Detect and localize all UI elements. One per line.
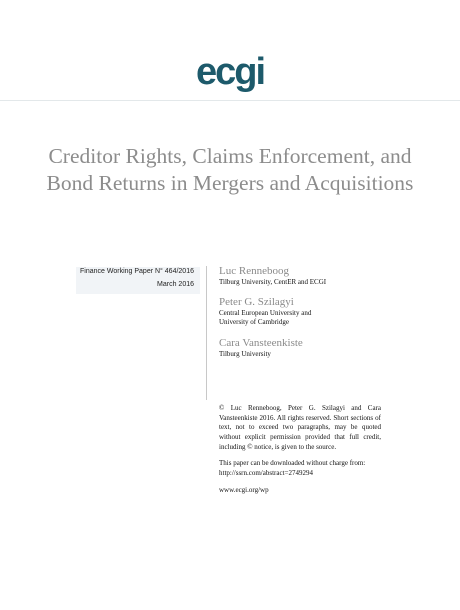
ecgi-logo [190, 50, 270, 102]
header-divider [0, 100, 460, 101]
author-affiliation: Tilburg University, CentER and ECGI [219, 278, 327, 286]
author-affiliation: Tilburg University [219, 350, 271, 358]
ssrn-link[interactable]: http://ssrn.com/abstract=2749294 [219, 468, 313, 477]
paper-title: Creditor Rights, Claims Enforcement, and Bond Returns in Mergers and Acquisitions [46, 144, 414, 195]
author-affiliation: Central European University and [219, 309, 312, 317]
author-name: Luc Renneboog [219, 265, 289, 277]
download-note [219, 459, 399, 478]
author-block [219, 337, 439, 359]
author-block [219, 296, 439, 327]
working-paper-number: Finance Working Paper N° 464/2016 [80, 268, 194, 275]
author-affiliation: University of Cambridge [219, 318, 289, 326]
logo-text: ecgi [195, 51, 265, 93]
author-name: Cara Vansteenkiste [219, 337, 303, 349]
copyright-notice: © Luc Renneboog, Peter G. Szilagyi and Cara Vansteenkiste 2016. All rights reserved. Short sections of text, not to exceed two paragraphs, may be quoted without explicit permission provided that full credit, including © notice, is given to the source. [219, 404, 381, 451]
author-name: Peter G. Szilagyi [219, 296, 294, 308]
author-block [219, 265, 439, 287]
vertical-divider [206, 266, 207, 400]
download-text: This paper can be downloaded without charge from: [219, 459, 366, 467]
publication-date: March 2016 [157, 281, 194, 288]
ecgi-website-link[interactable]: www.ecgi.org/wp [219, 486, 269, 494]
